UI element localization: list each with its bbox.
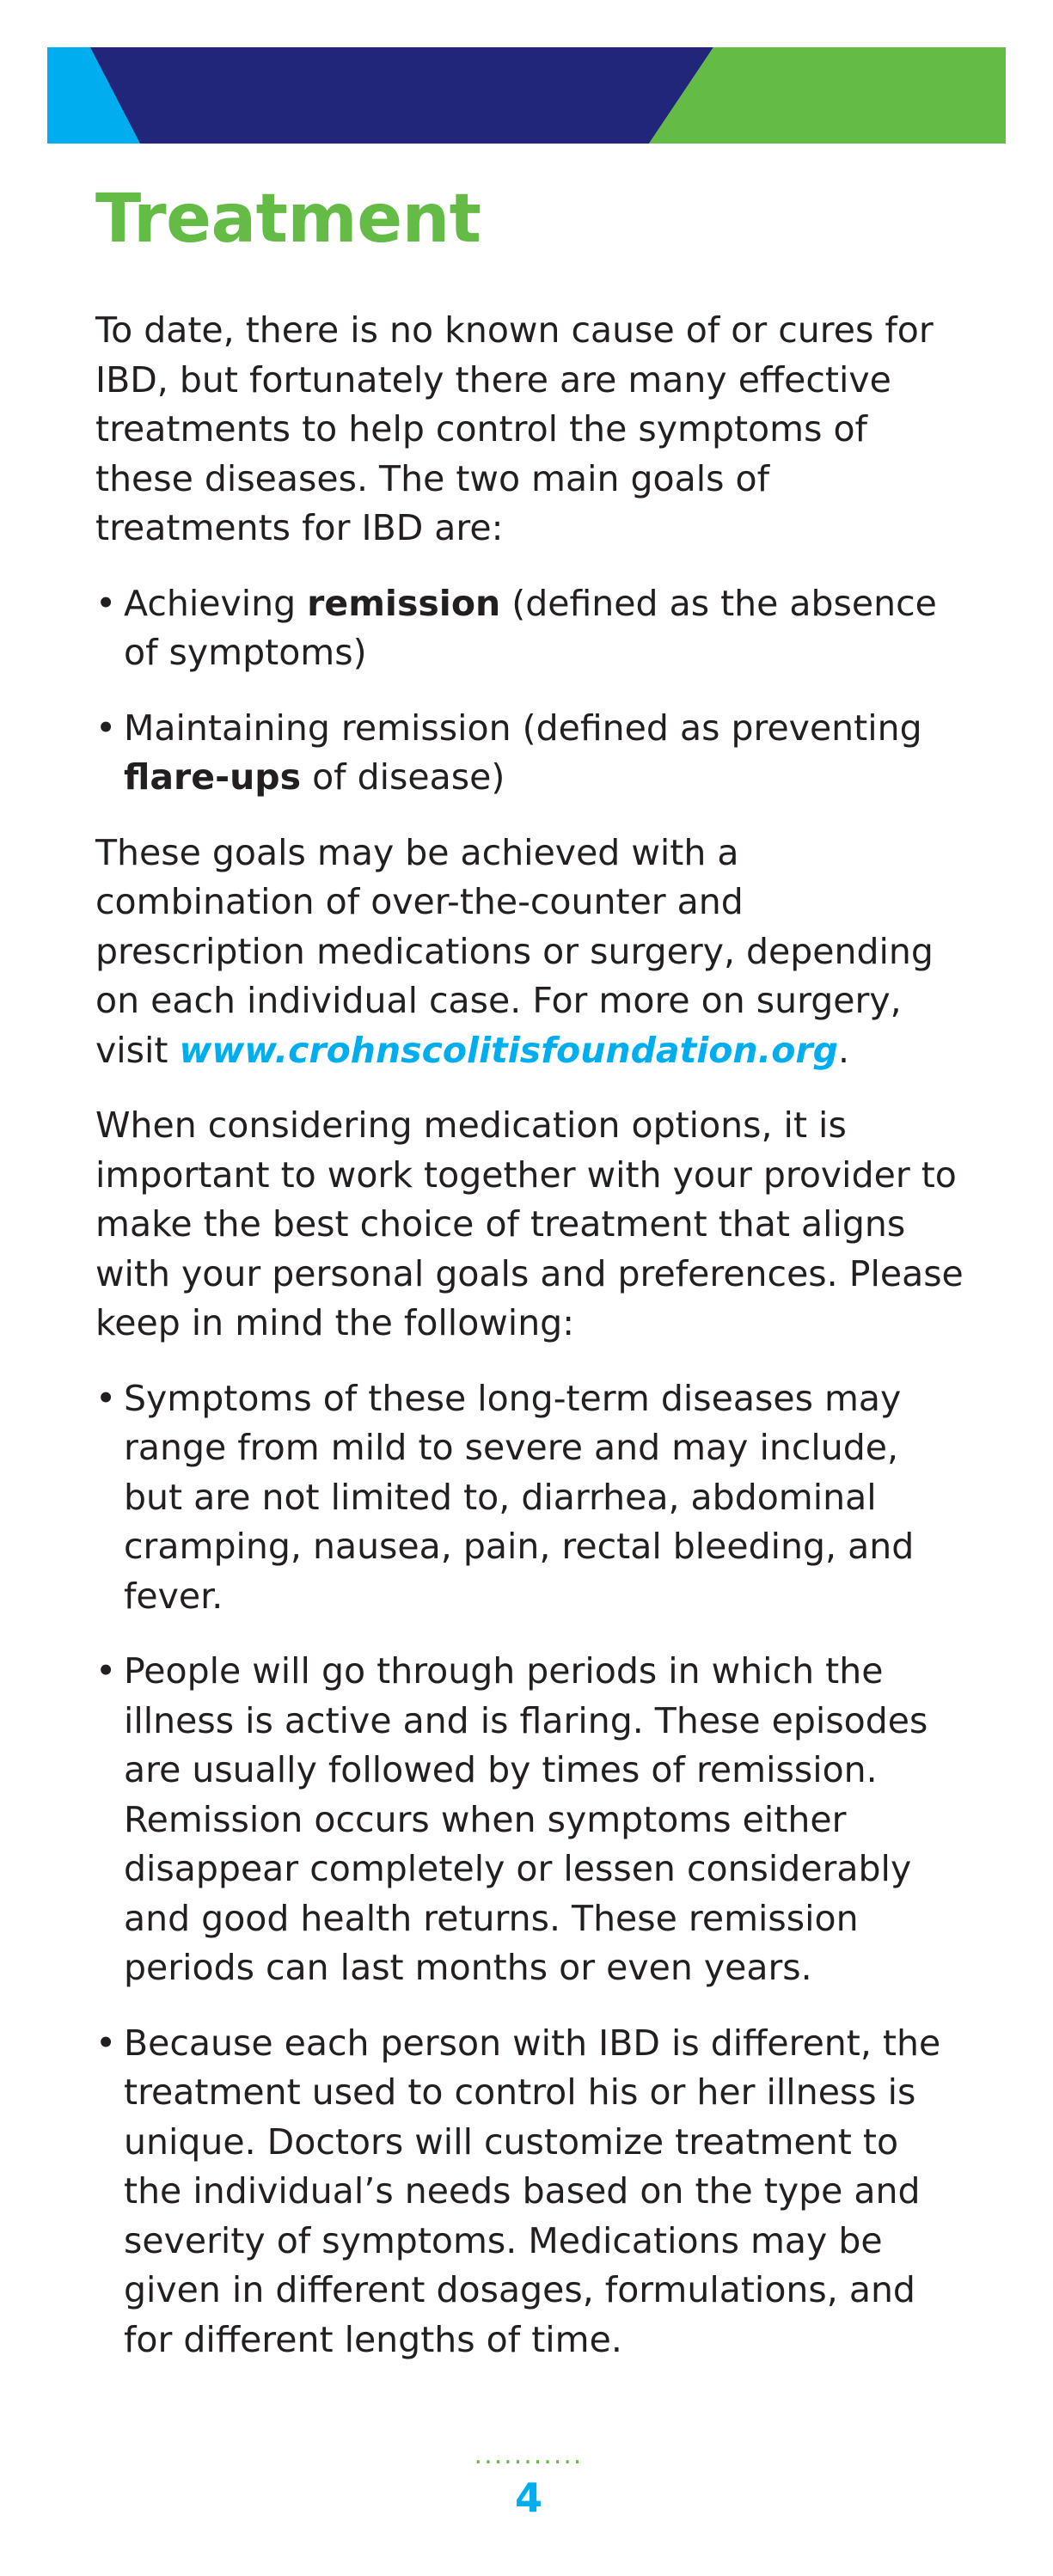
goals-list [95,579,964,803]
goal-text-before: Achieving [124,582,308,624]
goal-text-after: of disease) [301,756,505,798]
main-content [95,306,964,2390]
page-title: Treatment [95,181,481,258]
bullet-icon: • [95,1650,117,1692]
goals-paragraph-end: . [837,1029,849,1071]
considering-paragraph: When considering medication options, it is important to work together with your provider to make the best choice of treatment that aligns with your personal goals and preferences. Please keep in mind the following: [95,1104,964,1343]
consideration-text: People will go through periods in which the illness is active and is flaring. These episodes are usually followed by times of remission. Remission occurs when symptoms either disappear completely or lessen considerably and good health returns. These remission periods can last months or even years. [124,1650,928,1988]
consideration-text: Symptoms of these long-term diseases may range from mild to severe and may include, but are not limited to, diarrhea, abdominal cramping, nausea, pain, rectal bleeding, and fever. [124,1377,915,1617]
consideration-text: Because each person with IBD is different, the treatment used to control his or her illness is unique. Doctors will customize treatment to the individual’s needs based on the type and severity of symptoms. Medications may be given in different dosages, formulations, and for different lengths of time. [124,2022,941,2360]
page-number-dots: ........... [474,2440,584,2470]
page-number: 4 [514,2475,542,2521]
goal-bold-term: flare-ups [124,756,302,798]
header-banner-graphic [47,47,1006,144]
goal-bold-term: remission [307,582,501,624]
header-banner [47,47,1006,144]
goals-paragraph-text: These goals may be achieved with a combination of over-the-counter and prescription medications or surgery, depending on each individual case. For more on surgery, visit [95,831,934,1071]
goals-paragraph [95,829,964,1076]
goal-item [95,579,964,678]
bullet-icon: • [95,582,117,624]
bullet-icon: • [95,1377,117,1419]
foundation-link[interactable]: www.crohnscolitisfoundation.org [179,1029,838,1071]
goal-item [95,704,964,803]
banner-navy-segment [90,47,713,144]
consideration-item [95,2019,964,2365]
goal-text-before: Maintaining remission (defined as preventing [124,707,922,749]
bullet-icon: • [95,2022,117,2064]
consideration-item [95,1374,964,1622]
considerations-list [95,1374,964,2365]
intro-paragraph: To date, there is no known cause of or cures for IBD, but fortunately there are many effective treatments to help control the symptoms of these diseases. The two main goals of treatments for IBD are: [95,309,934,548]
goal-text-after: (defined as the absence of symptoms) [124,582,937,673]
consideration-item [95,1647,964,1993]
bullet-icon: • [95,707,117,749]
